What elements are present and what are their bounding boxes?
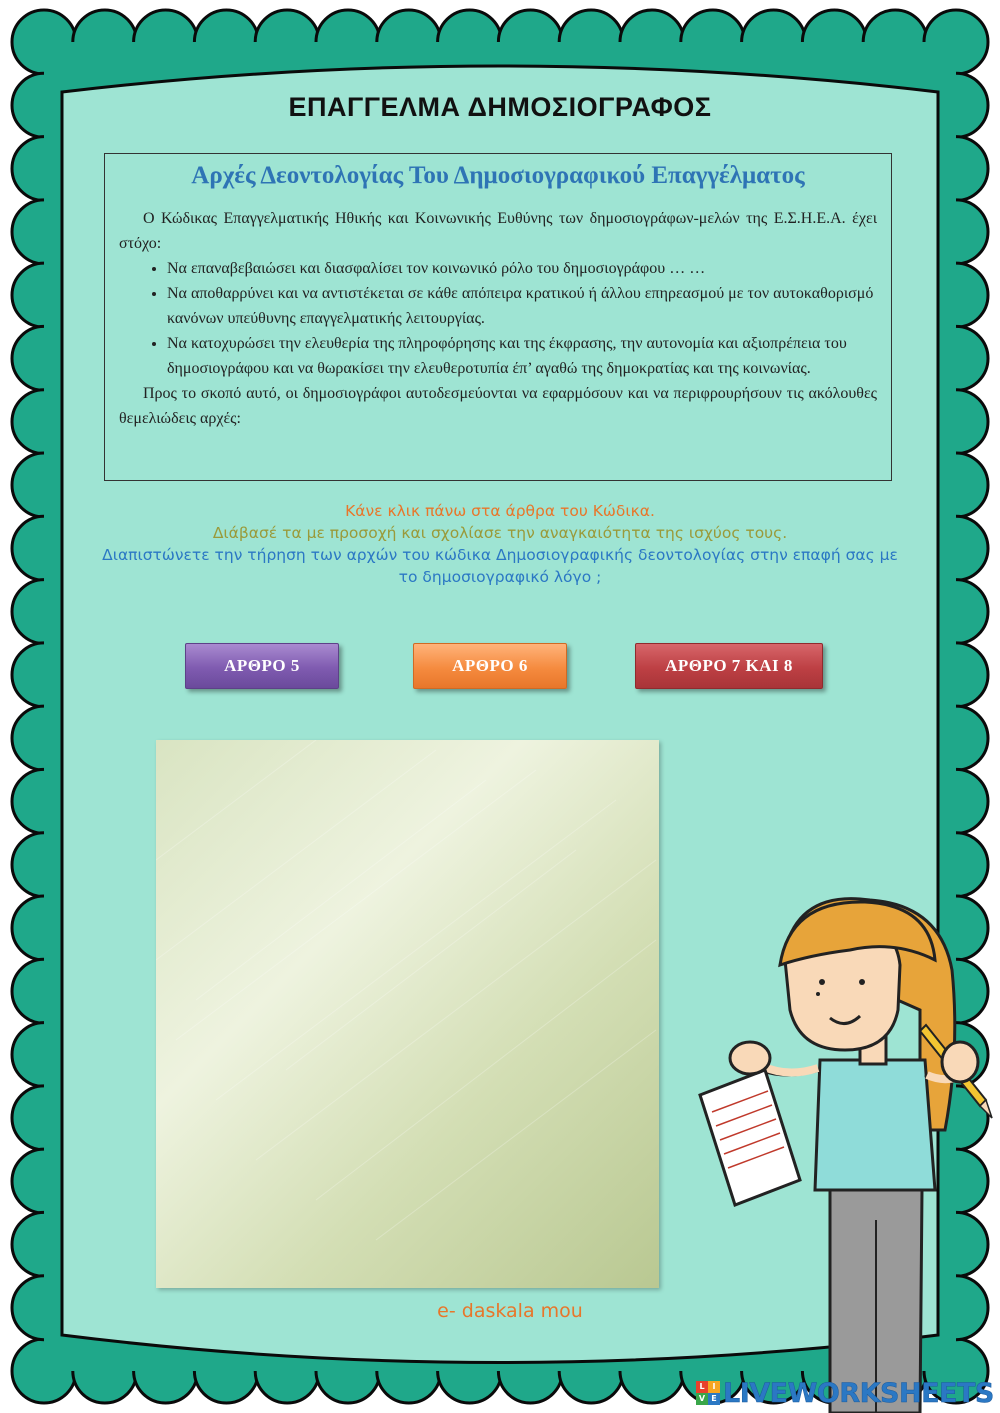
code-of-ethics-box [104,153,892,481]
article-6-button[interactable]: ΑΡΘΡΟ 6 [413,643,567,689]
badge-letter: E [708,1393,720,1405]
code-intro: Ο Κώδικας Επαγγελματικής Ηθικής και Κοινωνικής Ευθύνης των δημοσιογράφων-μελών της Ε.Σ.Η.Ε.Α. έχει στόχο: [119,210,877,252]
liveworksheets-logo [696,1378,994,1408]
code-closing: Προς το σκοπό αυτό, οι δημοσιογράφοι αυτοδεσμεύονται να εφαρμόσουν και να περιφρουρήσουν τις ακόλουθες θεμελιώδεις αρχές: [119,385,877,427]
brand-name: LIVEWORKSHEETS [723,1377,994,1409]
author-credit: e- daskala mou [437,1300,583,1322]
article-5-button[interactable]: ΑΡΘΡΟ 5 [185,643,339,689]
list-item: • Να κατοχυρώσει την ελευθερία της πληροφόρησης και της έκφρασης, την αυτονομία και αξιοπρέπεια του δημοσιογράφου και να θωρακίσει την ελευθεροτυπία έπ’ αγαθώ της δημοκρατίας και της κοινωνίας. [167,331,877,381]
badge-letter: L [696,1381,708,1393]
instruction-click: Κάνε κλικ πάνω στα άρθρα του Κώδικα. [345,502,655,520]
instruction-question: Διαπιστώνετε την τήρηση των αρχών του κώδικα Δημοσιογραφικής δεοντολογίας στην επαφή σας με το δημοσιογραφικό λόγο ; [102,546,898,586]
list-item: • Να επαναβεβαιώσει και διασφαλίσει τον κοινωνικό ρόλο του δημοσιογράφου … … [167,256,877,281]
texture-streaks [156,740,659,1288]
list-item: • Να αποθαρρύνει και να αντιστέκεται σε κάθε απόπειρα κρατικού ή άλλου επηρεασμού με τον αυτοκαθορισμό κανόνων υπεύθυνης επαγγελματικής λειτουργίας. [167,281,877,331]
badge-letter: V [696,1393,708,1405]
code-heading: Αρχές Δεοντολογίας Του Δημοσιογραφικού Επαγγέλματος [191,162,805,189]
badge-letter: I [708,1381,720,1393]
girl-illustration [690,890,1000,1413]
instruction-read: Διάβασέ τα με προσοχή και σχολίασε την αναγκαιότητα της ισχύος τους. [212,524,788,542]
article-7-and-8-button[interactable]: ΑΡΘΡΟ 7 ΚΑΙ 8 [635,643,823,689]
answer-area[interactable] [156,740,659,1288]
liveworksheets-badge-icon [696,1381,720,1405]
page-title: ΕΠΑΓΓΕΛΜΑ ΔΗΜΟΣΙΟΓΡΑΦΟΣ [288,92,712,122]
code-goals-list [119,256,877,381]
